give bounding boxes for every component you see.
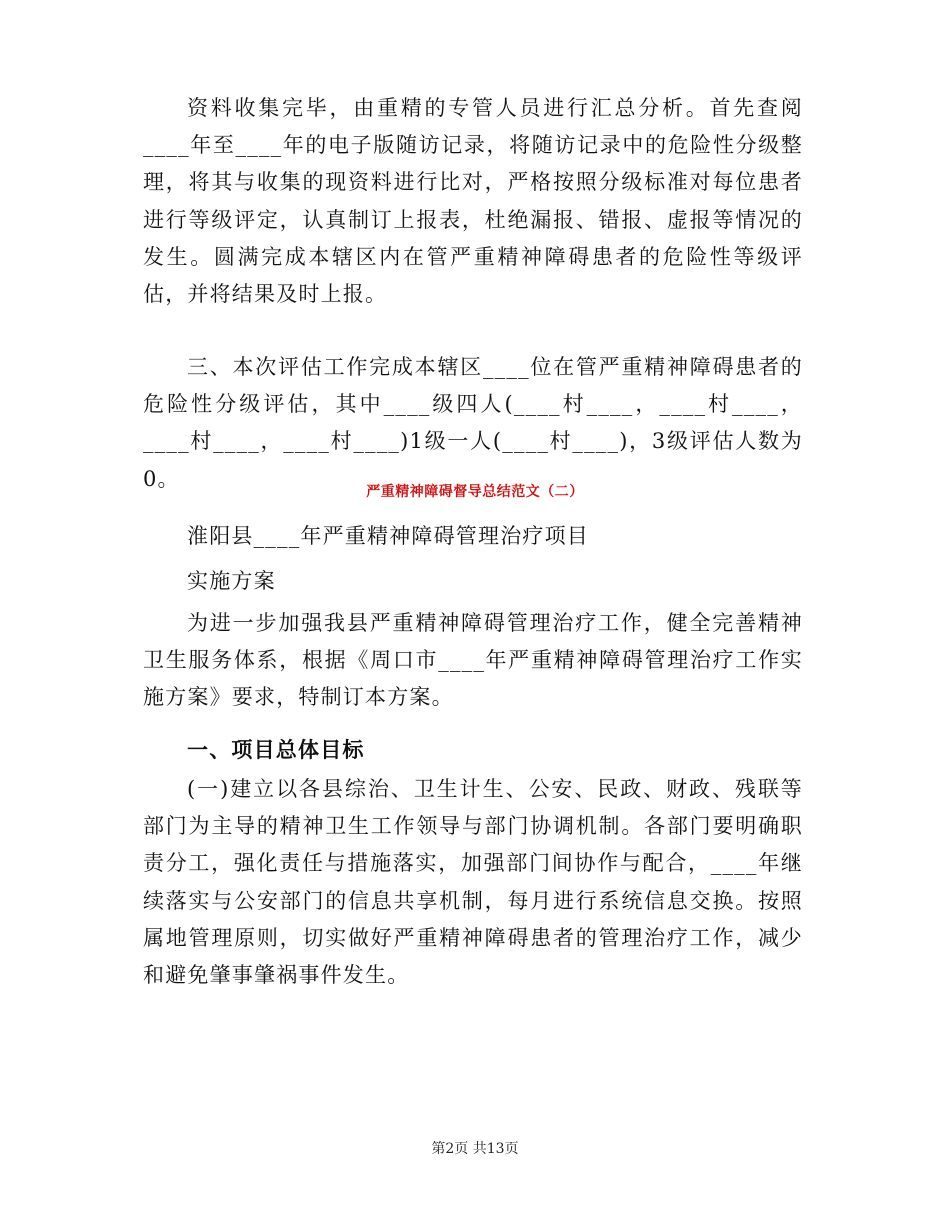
paragraph-project-name: 淮阳县____年严重精神障碍管理治疗项目 (187, 524, 589, 548)
paragraph-plan-label: 实施方案 (187, 569, 276, 593)
paragraph-intro: 为进一步加强我县严重精神障碍管理治疗工作，健全完善精神卫生服务体系，根据《周口市____年严重精神障碍管理治疗工作实施方案》要求，特制订本方案。 (143, 611, 803, 710)
paragraph-data-collection: 资料收集完毕，由重精的专管人员进行汇总分析。首先查阅____年至____年的电子版随访记录，将随访记录中的危险性分级整理，将其与收集的现资料进行比对，严格按照分级标准对每位患者进行等级评定，认真制订上报表，杜绝漏报、错报、虚报等情况的发生。圆满完成本辖区内在管严重精神障碍患者的危险性等级评估，并将结果及时上报。 (143, 96, 803, 307)
paragraph-assessment-result: 三、本次评估工作完成本辖区____位在管严重精神障碍患者的危险性分级评估，其中____级四人(____村____，____村____，____村____，____村____)1级一人(____村____)，3级评估人数为0。 (143, 355, 803, 491)
heading-overall-goal: 一、项目总体目标 (187, 737, 365, 762)
section-title: 严重精神障碍督导总结范文（二） (366, 484, 584, 500)
paragraph-goal-1: (一)建立以各县综治、卫生计生、公安、民政、财政、残联等部门为主导的精神卫生工作领导与部门协调机制。各部门要明确职责分工，强化责任与措施落实，加强部门间协作与配合，____年继续落实与公安部门的信息共享机制，每月进行系统信息交换。按照属地管理原则，切实做好严重精神障碍患者的管理治疗工作，减少和避免肇事肇祸事件发生。 (143, 777, 803, 988)
page-number: 第2页 共13页 (431, 1141, 519, 1157)
